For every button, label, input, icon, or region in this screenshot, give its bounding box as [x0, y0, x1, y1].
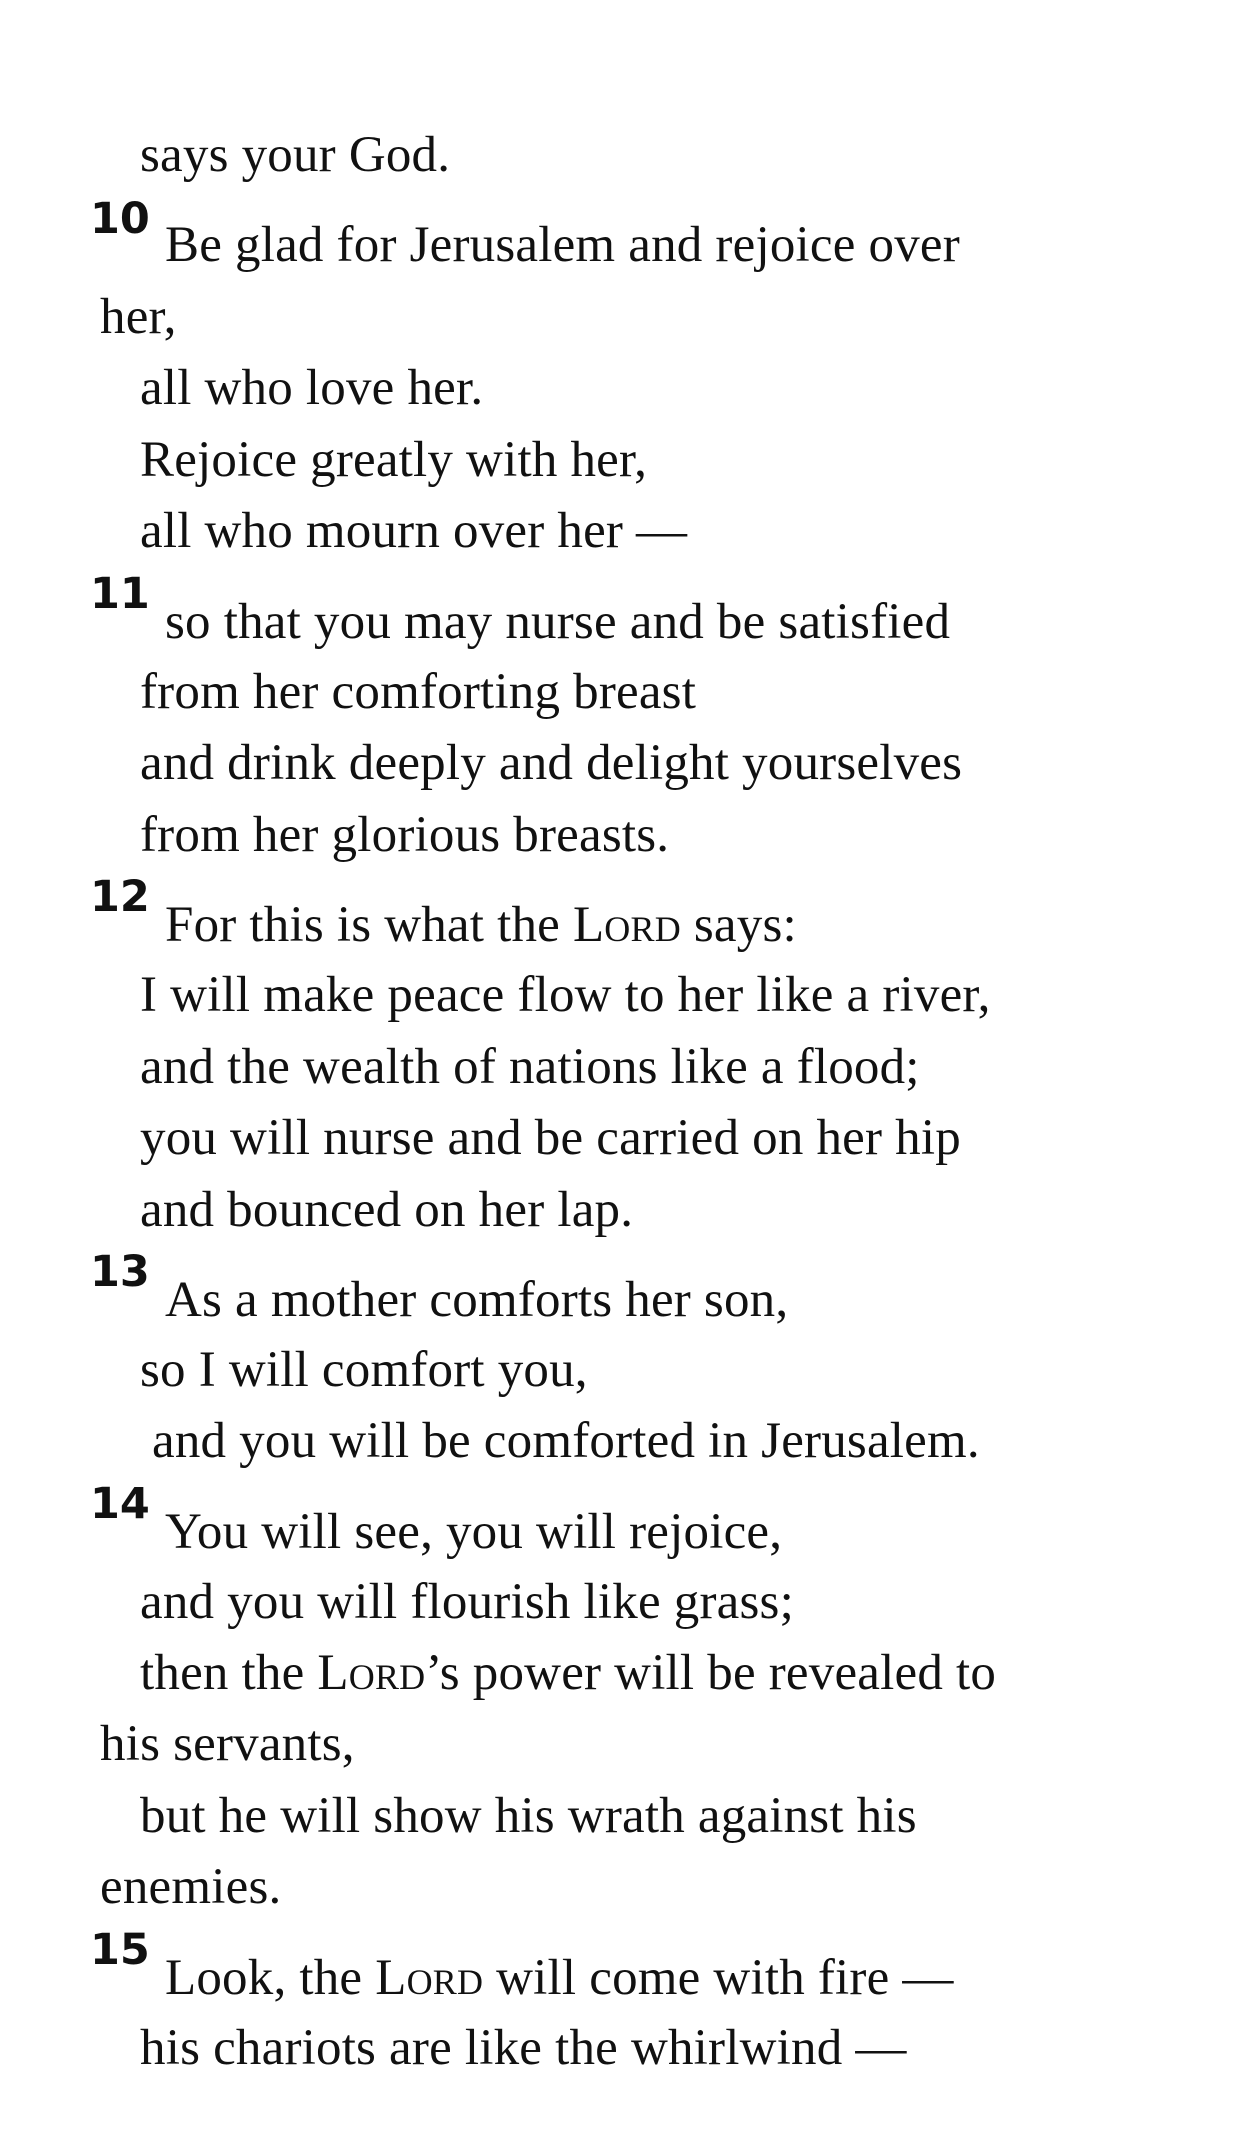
verse-number-11: 11	[90, 569, 150, 619]
poetry-line: and the wealth of nations like a flood;	[140, 1039, 920, 1095]
poetry-line: Rejoice greatly with her,	[140, 432, 648, 488]
poetry-line: You will see, you will rejoice,	[165, 1504, 783, 1560]
poetry-line: his servants,	[100, 1716, 355, 1772]
line-text: Look, the	[165, 1950, 376, 2006]
poetry-line: from her comforting breast	[140, 664, 697, 720]
poetry-line: so that you may nurse and be satisfied	[165, 594, 951, 650]
divine-name: Lord	[375, 1950, 484, 2006]
poetry-line: Be glad for Jerusalem and rejoice over	[165, 217, 960, 273]
poetry-line: and bounced on her lap.	[140, 1182, 634, 1238]
poetry-line: all who mourn over her —	[140, 503, 688, 559]
verse-number-14: 14	[90, 1479, 150, 1529]
poetry-line: so I will comfort you,	[140, 1342, 588, 1398]
poetry-line: and drink deeply and delight yourselves	[140, 735, 963, 791]
poetry-line: from her glorious breasts.	[140, 807, 670, 863]
poetry-line: but he will show his wrath against his	[140, 1788, 917, 1844]
verse-number-10: 10	[90, 194, 150, 244]
line-text: says:	[680, 897, 797, 953]
poetry-line: all who love her.	[140, 360, 484, 416]
poetry-line: says your God.	[140, 127, 451, 183]
poetry-line: her,	[100, 289, 177, 345]
line-text: will come with fire —	[483, 1950, 954, 2006]
verse-number-15: 15	[90, 1925, 150, 1975]
line-text: ’s power will be revealed to	[425, 1645, 997, 1701]
poetry-line: enemies.	[100, 1859, 282, 1915]
poetry-line: As a mother comforts her son,	[165, 1272, 789, 1328]
divine-name: Lord	[572, 897, 681, 953]
poetry-line: I will make peace flow to her like a river,	[140, 967, 991, 1023]
verse-number-12: 12	[90, 872, 150, 922]
verse-number-13: 13	[90, 1247, 150, 1297]
line-text: For this is what the	[165, 897, 573, 953]
poetry-line	[165, 1948, 954, 2008]
poetry-line: and you will be comforted in Jerusalem.	[152, 1413, 980, 1469]
poetry-line: his chariots are like the whirlwind —	[140, 2020, 907, 2076]
poetry-line: and you will flourish like grass;	[140, 1574, 794, 1630]
poetry-line	[165, 895, 797, 955]
line-text: then the	[140, 1645, 318, 1701]
divine-name: Lord	[317, 1645, 426, 1701]
poetry-line: you will nurse and be carried on her hip	[140, 1110, 961, 1166]
poetry-line	[140, 1643, 996, 1703]
